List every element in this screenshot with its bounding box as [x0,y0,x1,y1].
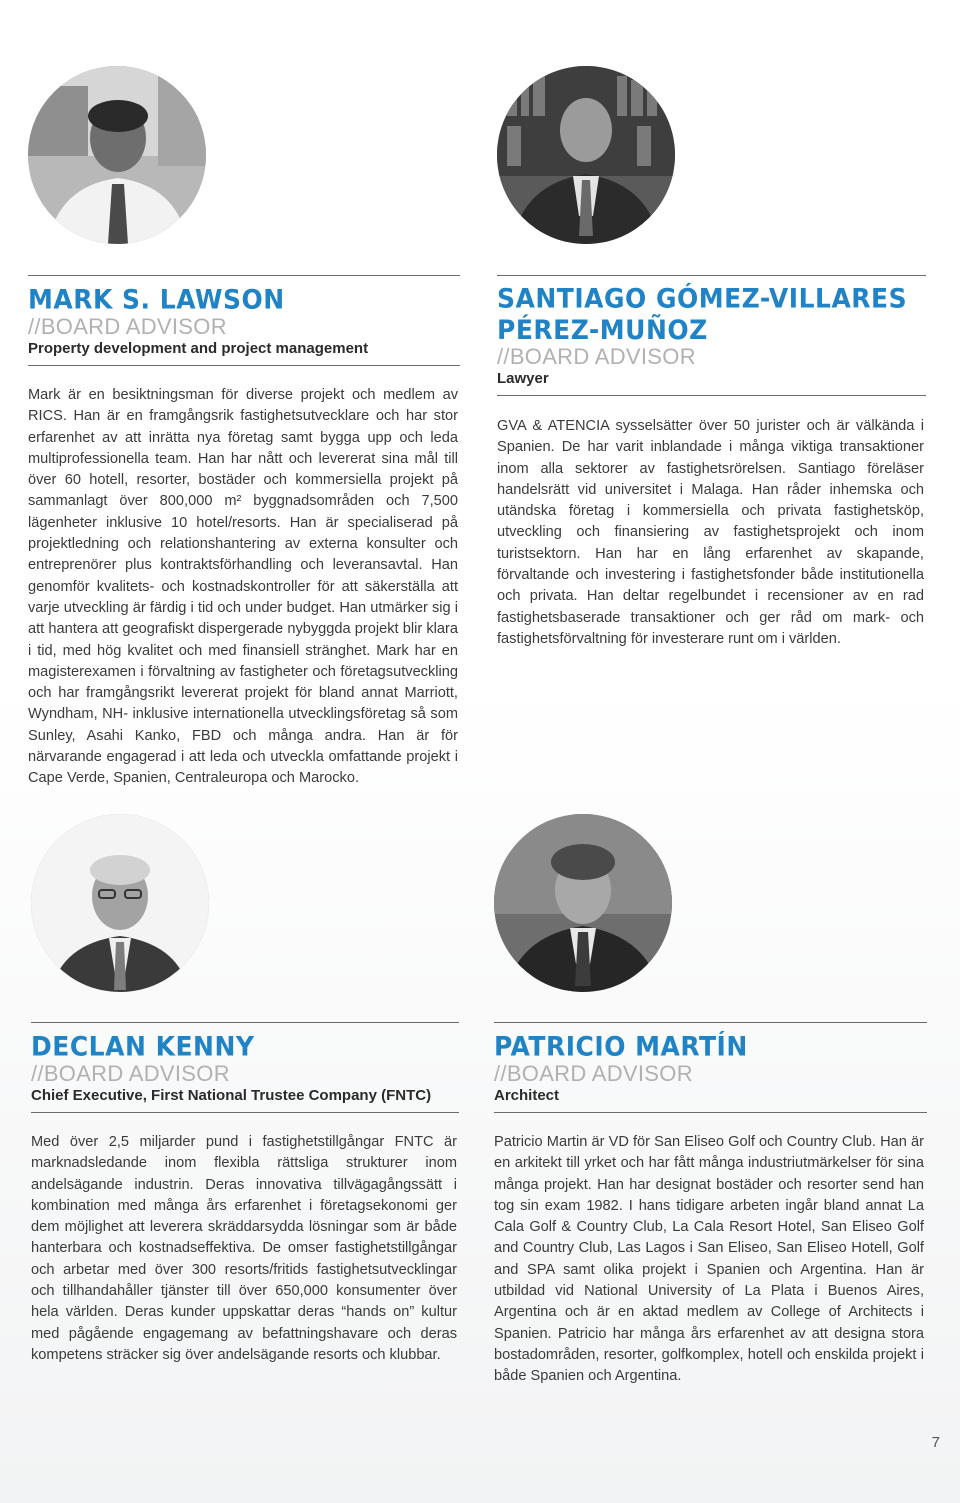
profile-subtitle: Property development and project management [28,340,369,357]
profile-bio: GVA & ATENCIA sysselsätter över 50 jurister och är välkända i Spanien. De har varit inblandade i många viktiga transaktioner inom alla sektorer av fastighetsrörelsen. Santiago föreläser handelsrätt vid universitet i Malaga. Han råder inhemska och utändska företag i kommersiella och privata fastighetsköp, utveckling och finansiering av fastighetsprojekt och inom turistsektorn. Han har en lång erfarenhet av skapande, förvaltande och investering i fastighetsfonder både institutionella och privata. Han deltar regelbundet i recensioner av en rad fastighetsbaserade transaktioner och ger råd om mark- och fastighetsförvaltning för investerare runt om i världen. [497,418,924,647]
portrait-photo-mark-lawson [28,66,206,244]
profile-bio: Patricio Martin är VD för San Eliseo Golf och Country Club. Han är en arkitekt till yrket och har fått många industriutmärkelser för sina många projekt. Han har designat bostäder och resorter send han tog sin exam 1982. I hans tidigare arbeten ingår bland annat La Cala Golf & Country Club, La Cala Resort Hotel, San Eliseo Golf and Country Club, Las Lagos i San Eliseo, San Eliseo Hotell, Golf and SPA samt olika projekt i Spanien och Argentina. Han är utbildad vid National University of La Plata i Buenos Aires, Argentina och är en aktad medlem av College of Architects i Spanien. Patricio har många års erfarenhet av att designa stora bostadområden, resorter, golfkomplex, hotell och enskilda projekt i både Spanien och Argentina. [494,1134,924,1385]
profile-card-patricio-martin [494,1022,927,1113]
profile-name: DECLAN KENNY [31,1031,255,1062]
profile-role: //BOARD ADVISOR [28,314,227,339]
portrait-photo-santiago-gomez-villares [497,66,675,244]
profile-subtitle: Architect [494,1087,560,1104]
divider-bottom [494,1112,927,1113]
profile-bio: Mark är en besiktningsman för diverse projekt och medlem av RICS. Han är en framgångsrik fastighetsutvecklare och har stor erfarenhet av att inrätta nya företag samt bygga upp och leda multiprofessionella team. Han har nått och levererat sina mål till över 60 hotell, resorter, bostäder och kommersiella projekt på sammanlagt över 800,000 m² byggnadsområden och 7,500 lägenheter inklusive 10 hotel/resorts. Han är specialiserad på projektledning och relationshantering av externa konsulter och entreprenörer plus kontraktsförhandling och leveransavtal. Han genomför kvalitets- och kostnadskontroller för att säkerställa att varje utveckling är färdig i tid och under budget. Han utmärker sig i att hantera att geografiskt dispergerade nybyggda projekt blir klara i tid, med hög kvalitet och med finansiell stränghet. Mark har en magisterexamen i förvaltning av fastigheter och företagsutveckling och har framgångsrikt levererat projekt för bland annat Marriott, Wyndham, NH- inklusive internationella utvecklingsföretag så som Sunley, Asahi Kanko, FBD och många andra. Han är för närvarande engagerad i att leda och utveckla omfattande projekt i Cape Verde, Spanien, Centraleuropa och Marocko. [28,387,458,787]
divider-bottom [31,1112,459,1113]
profile-card-declan-kenny [31,1022,459,1113]
profile-role: //BOARD ADVISOR [31,1061,230,1086]
divider-bottom [28,365,460,366]
profile-name: PATRICIO MARTÍN [494,1031,748,1062]
profile-subtitle: Lawyer [497,370,549,387]
page-number: 7 [931,1434,940,1451]
divider-top [31,1022,459,1023]
profile-subtitle: Chief Executive, First National Trustee Company (FNTC) [31,1087,432,1104]
profile-card-santiago-gomez-villares [497,275,926,396]
profile-bio: Med över 2,5 miljarder pund i fastighetstillgångar FNTC är marknadsledande inom flexibla rättsliga strukturer inom andelsägande industrin. Deras innovativa tillvägagångssätt i kombination med många års erfarenhet i företagsekonomi ger dem möjlighet att leverera skräddarsydda lösningar som är både hanterbara och kostnadseffektiva. De omser fastighetstillgångar och arbetar med över 300 resorts/fritids fastighetsutvecklingar och tillhandahåller tjänster till över 650,000 konsumenter över hela världen. Deras kunder uppskattar deras “hands on” kultur med pågående engagemang av befattningshavare och deras kompetens sträcker sig över andelsägande resorts och klubbar. [31,1134,457,1363]
divider-top [494,1022,927,1023]
divider-top [497,275,926,276]
profile-role: //BOARD ADVISOR [494,1061,693,1086]
profile-card-mark-lawson [28,275,460,366]
profile-name: MARK S. LAWSON [28,284,285,315]
profile-role: //BOARD ADVISOR [497,344,696,369]
divider-bottom [497,395,926,396]
divider-top [28,275,460,276]
portrait-photo-declan-kenny [31,814,209,992]
portrait-photo-patricio-martin [494,814,672,992]
profile-name: SANTIAGO GÓMEZ-VILLARES PÉREZ-MUÑOZ [497,283,908,346]
